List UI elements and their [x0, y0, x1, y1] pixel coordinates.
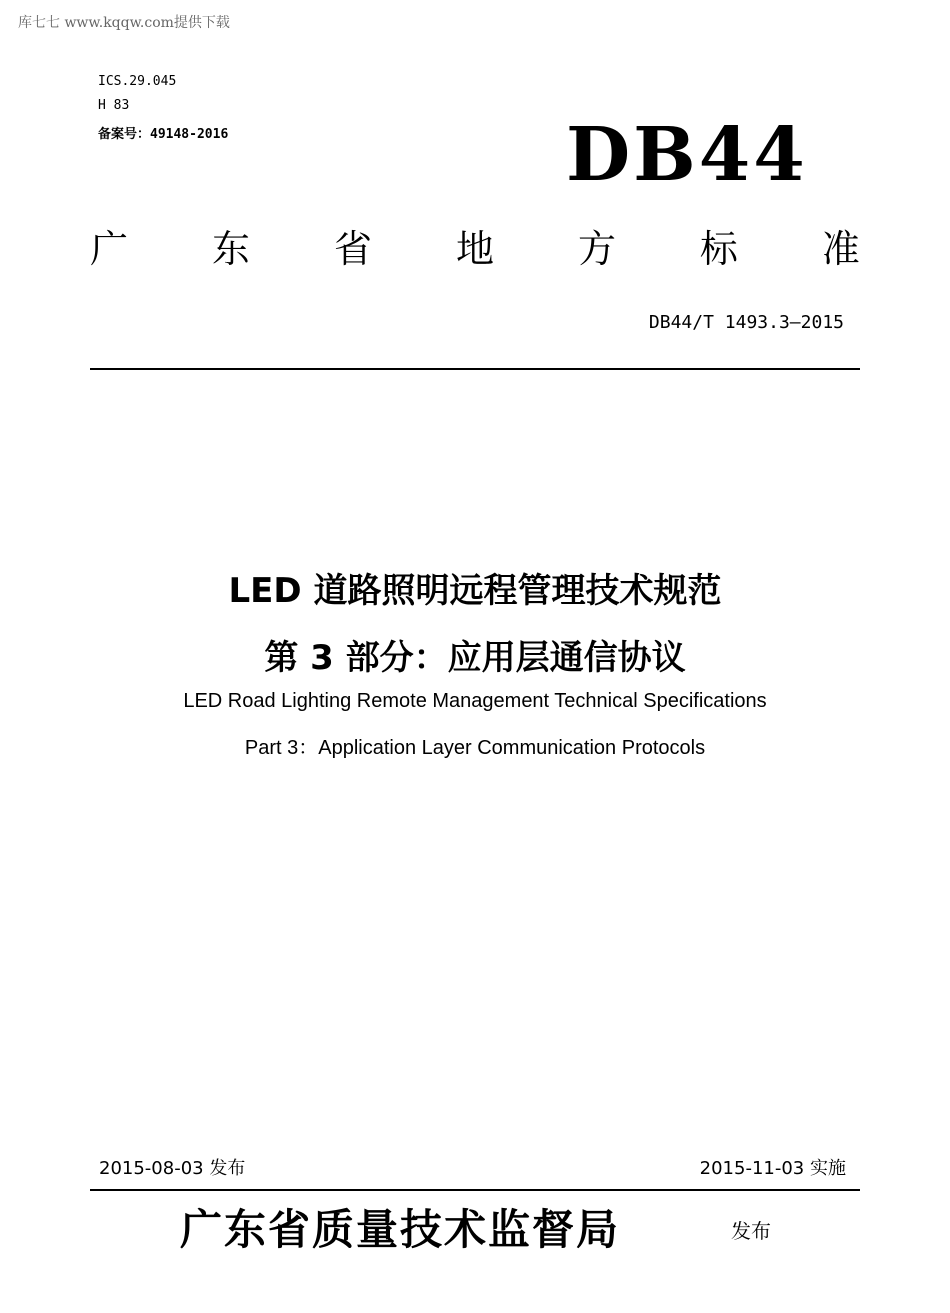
top-divider — [90, 368, 860, 370]
publisher-name: 广东省质量技术监督局 — [180, 1205, 621, 1254]
standard-type-char: 广 — [90, 227, 129, 271]
standard-type-char: 标 — [699, 227, 738, 271]
bottom-divider — [90, 1189, 860, 1191]
issue-date: 2015-08-03 发布 — [99, 1158, 246, 1179]
standard-type-char: 准 — [821, 227, 860, 271]
implementation-date: 2015-11-03 实施 — [699, 1158, 846, 1179]
record-number: 备案号：49148-2016 — [98, 127, 229, 142]
classification-code: H 83 — [98, 98, 130, 113]
standard-type-char: 地 — [455, 227, 494, 271]
standard-type-char: 东 — [211, 227, 250, 271]
title-cn-line2: 第 3 部分：应用层通信协议 — [264, 638, 686, 678]
title-en-line1: LED Road Lighting Remote Management Technical Specifications — [183, 690, 767, 712]
standard-type-title — [90, 218, 860, 273]
standard-type-char: 方 — [577, 227, 616, 271]
standard-logo: DB44 — [566, 112, 808, 198]
standard-type-char: 省 — [333, 227, 372, 271]
watermark-text: 库七七 www.kqqw.com提供下载 — [18, 15, 230, 31]
standard-number: DB44/T 1493.3—2015 — [648, 312, 844, 333]
publish-label: 发布 — [731, 1219, 771, 1243]
ics-code: ICS.29.045 — [98, 74, 177, 89]
title-cn-line1: LED 道路照明远程管理技术规范 — [228, 571, 722, 611]
title-en-line2: Part 3：Application Layer Communication Protocols — [244, 737, 706, 759]
